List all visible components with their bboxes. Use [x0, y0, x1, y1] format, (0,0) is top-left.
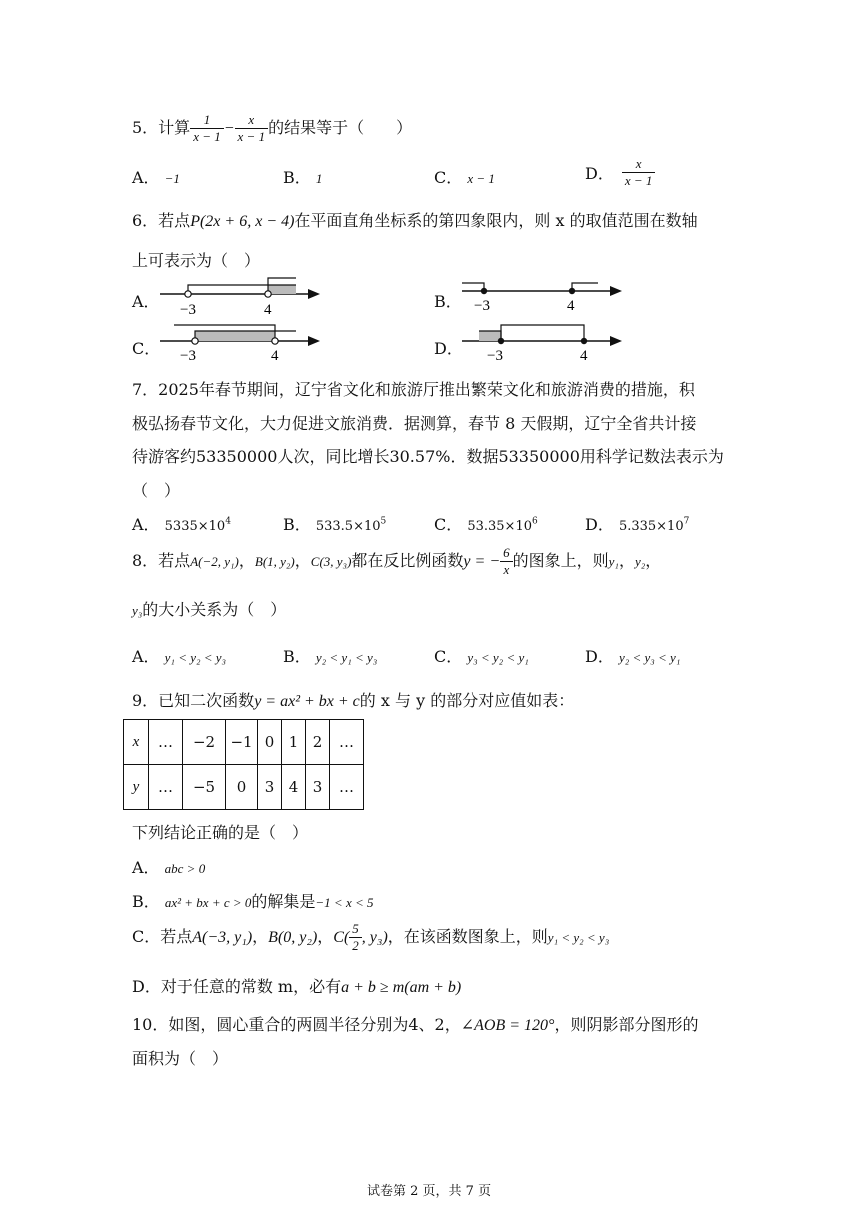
q7-option-d[interactable]: D． $5.335\times 10^7$ — [585, 515, 690, 534]
svg-text:4: 4 — [580, 348, 588, 364]
svg-text:4: 4 — [271, 348, 279, 364]
q5-stem-suffix: 的结果等于（ ） — [268, 118, 413, 137]
q5-fraction-1: $\frac{1}{x - 1}$ — [190, 112, 224, 145]
q5-option-d[interactable]: D． $\frac{x}{x - 1}$ — [585, 156, 655, 189]
q9-stem: 9．已知二次函数y = ax² + bx + c的 x 与 y 的部分对应值如表： — [132, 691, 575, 710]
q8-option-b[interactable]: B． y₂ < y₁ < y₃ — [283, 647, 378, 666]
q6-point-expression: P(2x + 6, x − 4) — [190, 213, 295, 230]
q10-line-1: 10．如图，圆心重合的两圆半径分别为4、2，∠AOB = 120°，则阴影部分图形的 — [132, 1015, 699, 1034]
svg-text:−3: −3 — [180, 302, 196, 318]
q6-option-d-number-line[interactable] — [462, 320, 632, 366]
q9-option-a[interactable]: A． abc > 0 — [132, 858, 206, 877]
q9-option-c[interactable]: C．若点A(−3, y₁)，B(0, y₂)，C( $\frac{5}{2}$ , y₃)，在该函数图象上，则y₁ < y₂ < y₃ — [132, 921, 610, 953]
svg-text:−3: −3 — [487, 348, 503, 364]
q8-line-1: 8．若点A(−2, y₁)，B(1, y₂)，C(3, y₃)都在反比例函数y = − $\frac{6}{x}$ 的图象上，则y₁，y₂， — [132, 545, 662, 577]
q7-line-3: 待游客约53350000人次，同比增长30.57%．数据53350000用科学记数法表示为 — [132, 447, 724, 466]
q7-option-b[interactable]: B． $533.5\times 10^5$ — [283, 515, 387, 534]
q9-prompt: 下列结论正确的是（ ） — [132, 823, 309, 842]
q10-line-2: 面积为（ ） — [132, 1049, 229, 1068]
q6-option-c-label[interactable]: C． — [132, 339, 161, 358]
q7-line-1: 7．2025年春节期间，辽宁省文化和旅游厅推出繁荣文化和旅游消费的措施，积 — [132, 380, 695, 399]
q6-option-c-number-line[interactable] — [160, 320, 330, 366]
q5-minus: − — [223, 120, 235, 137]
q7-line-2: 极弘扬春节文化，大力促进文旅消费．据测算，春节 8 天假期，辽宁全省共计接 — [132, 414, 697, 433]
svg-text:4: 4 — [567, 298, 575, 314]
q8-line-2: y₃的大小关系为（ ） — [132, 600, 287, 619]
q6-option-a-number-line[interactable] — [160, 274, 330, 320]
q7-option-a[interactable]: A． $5335\times 10^4$ — [132, 515, 231, 534]
q5-fraction-2: $\frac{x}{x - 1}$ — [235, 112, 269, 145]
svg-text:−3: −3 — [180, 348, 196, 364]
page-footer: 试卷第 2 页，共 7 页 — [367, 1184, 492, 1199]
q5-option-c[interactable]: C． x − 1 — [434, 168, 495, 187]
q8-option-a[interactable]: A． y₁ < y₂ < y₃ — [132, 647, 227, 666]
q9-option-b[interactable]: B． ax² + bx + c > 0的解集是−1 < x < 5 — [132, 892, 374, 911]
q6-option-a-label[interactable]: A． — [132, 292, 160, 311]
q5-option-a[interactable]: A． −1 — [132, 168, 180, 187]
q8-option-d[interactable]: D． y₂ < y₃ < y₁ — [585, 647, 681, 666]
question-5 — [132, 108, 412, 149]
q5-stem-prefix: 5．计算 — [132, 118, 191, 137]
q7-line-4: （ ） — [132, 481, 181, 500]
q6-option-b-number-line[interactable] — [462, 274, 632, 320]
svg-text:4: 4 — [264, 302, 272, 318]
svg-text:−3: −3 — [474, 298, 490, 314]
q8-option-c[interactable]: C． y₃ < y₂ < y₁ — [434, 647, 529, 666]
q6-line-2: 上可表示为（ ） — [132, 251, 261, 270]
table-row: x … −2 −1 0 1 2 … — [124, 720, 364, 765]
q9-option-d[interactable]: D．对于任意的常数 m，必有a + b ≥ m(am + b) — [132, 977, 462, 996]
q5-option-b[interactable]: B． 1 — [283, 168, 323, 187]
table-row: y … −5 0 3 4 3 … — [124, 765, 364, 810]
q6-option-d-label[interactable]: D． — [434, 339, 463, 358]
q9-value-table — [123, 719, 364, 810]
q6-option-b-label[interactable]: B． — [434, 292, 462, 311]
q6-line-1: 6．若点P(2x + 6, x − 4)在平面直角坐标系的第四象限内，则 x 的取值范围在数轴 — [132, 211, 698, 230]
q7-option-c[interactable]: C． $53.35\times 10^6$ — [434, 515, 538, 534]
